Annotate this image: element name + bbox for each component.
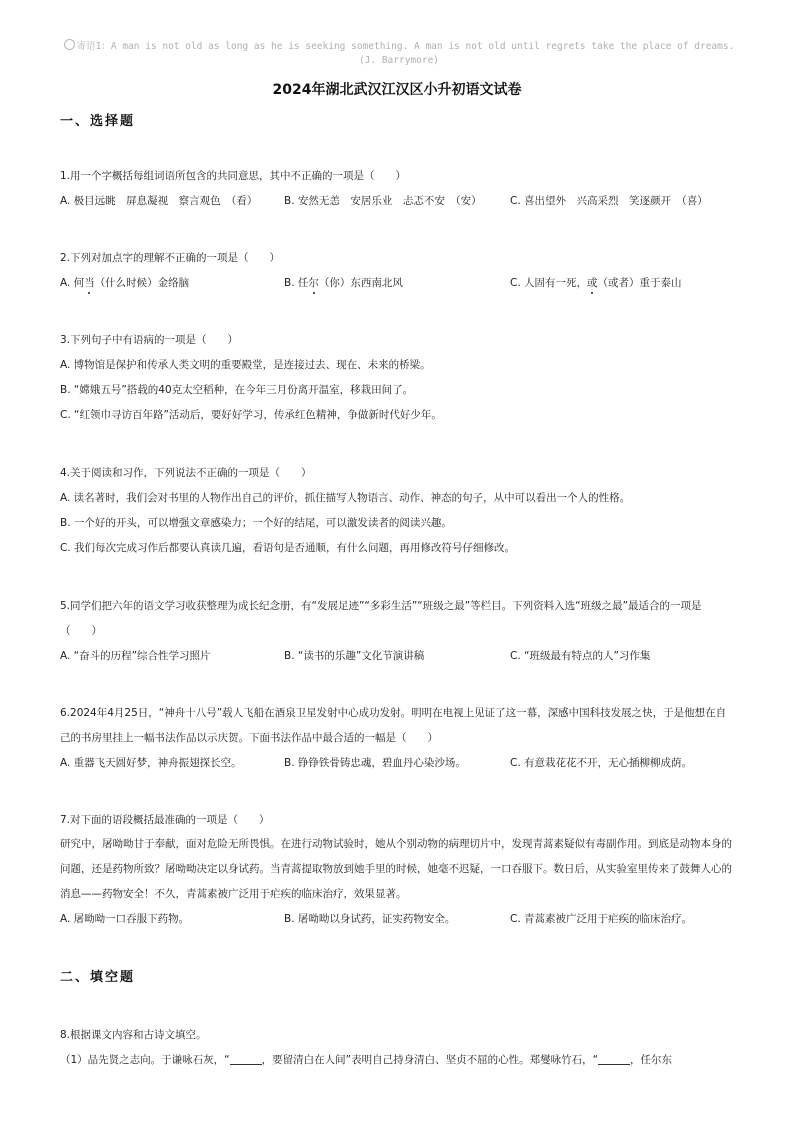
header-quote — [40, 39, 758, 68]
answer-blank[interactable] — [230, 1054, 262, 1065]
question-2-option-c: C. 人固有一死，或（或者）重于泰山 — [510, 277, 682, 289]
emphasis-dot-char: 当 — [84, 277, 95, 289]
question-7-passage: 研究中，屠呦呦甘于奉献，面对危险无所畏惧。在进行动物试验时，她从个别动物的病理切片中，发现青蒿素疑似有毒副作用。到底是动物本身的问题，还是药物所致？屠呦呦决定以身试药。当青蒿提取物放到她手里的时候，她毫不迟疑，一口吞服下。数日后，从实验室里传来了鼓舞人心的消息——药物安全！不久，青蒿素被广泛用于疟疾的临床治疗，效果显著。 — [60, 838, 732, 900]
question-7-options — [60, 912, 736, 926]
question-1-option-b: B. 安然无恙 安居乐业 忐忑不安 （安） — [284, 195, 482, 207]
section-heading-choice: 一、选择题 — [60, 114, 136, 129]
question-5-options — [60, 649, 736, 663]
question-1-option-c: C. 喜出望外 兴高采烈 笑逐颜开 （喜） — [510, 195, 708, 207]
question-6-stem: 6.2024年4月25日，“神舟十八号”载人飞船在酒泉卫星发射中心成功发射。明明在电视上见证了这一幕，深感中国科技发展之快，于是他想在自己的书房里挂上一幅书法作品以示庆贺。下面书法作品中最合适的一幅是（ ） — [60, 707, 727, 744]
question-7-option-a: A. 屠呦呦一口吞服下药物。 — [60, 913, 190, 925]
question-7-option-c: C. 青蒿素被广泛用于疟疾的临床治疗。 — [510, 913, 693, 925]
question-1-options — [60, 194, 736, 208]
question-2 — [60, 251, 736, 290]
question-1-option-a: A. 极目远眺 屏息凝视 察言观色 （看） — [60, 195, 258, 207]
question-4-option-b: B. 一个好的开头，可以增强文章感染力；一个好的结尾，可以激发读者的阅读兴趣。 — [60, 517, 452, 529]
page-title: 2024年湖北武汉江汉区小升初语文试卷 — [272, 82, 522, 98]
question-2-options — [60, 276, 736, 290]
question-6-option-a: A. 重器飞天圆好梦，神舟振翅探长空。 — [60, 757, 242, 769]
header-quote-text: 寄语1：A man is not old as long as he is seeking something. A man is not old until regrets take the place of dreams. — [76, 41, 735, 52]
question-7-stem: 7.对下面的语段概括最准确的一项是（ ） — [60, 814, 270, 826]
question-5-option-b: B. “读书的乐趣”文化节演讲稿 — [284, 650, 425, 662]
emphasis-dot-char: 或 — [587, 277, 598, 289]
question-5 — [60, 594, 736, 663]
question-3 — [60, 333, 736, 422]
emphasis-dot-char: 尔 — [308, 277, 319, 289]
question-1 — [60, 169, 736, 208]
question-5-stem: 5.同学们把六年的语文学习收获整理为成长纪念册，有“发展足迹”“多彩生活”“班级之最”等栏目。下列资料入选“班级之最”最适合的一项是（ ） — [60, 600, 702, 637]
question-2-stem: 2.下列对加点字的理解不正确的一项是（ ） — [60, 252, 281, 264]
question-3-option-a: A. 博物馆是保护和传承人类文明的重要殿堂，是连接过去、现在、未来的桥梁。 — [60, 359, 431, 371]
question-6-option-b: B. 铮铮铁骨铸忠魂，碧血丹心染沙场。 — [284, 757, 466, 769]
question-5-option-a: A. “奋斗的历程”综合性学习照片 — [60, 650, 211, 662]
question-1-stem: 1.用一个字概括每组词语所包含的共同意思，其中不正确的一项是（ ） — [60, 170, 407, 182]
question-5-option-c: C. “班级最有特点的人”习作集 — [510, 650, 651, 662]
question-6 — [60, 701, 736, 770]
question-4-stem: 4.关于阅读和习作，下列说法不正确的一项是（ ） — [60, 467, 312, 479]
question-6-option-c: C. 有意栽花花不开，无心插柳柳成荫。 — [510, 757, 693, 769]
question-7 — [60, 813, 736, 926]
question-4-option-c: C. 我们每次完成习作后都要认真读几遍，看语句是否通顺，有什么问题，再用修改符号仔细修改。 — [60, 542, 516, 554]
answer-blank[interactable] — [598, 1054, 630, 1065]
question-3-stem: 3.下列句子中有语病的一项是（ ） — [60, 334, 239, 346]
header-quote-author: (J. Barrymore) — [358, 55, 440, 66]
question-6-options — [60, 756, 736, 770]
smile-icon — [64, 39, 75, 50]
question-3-option-b: B. “嫦娥五号”搭载的40克太空稻种，在今年三月份离开温室，移栽田间了。 — [60, 384, 414, 396]
question-3-option-c: C. “红领巾寻访百年路”活动后，要好好学习，传承红色精神，争做新时代好少年。 — [60, 409, 442, 421]
question-8-stem: 8.根据课文内容和古诗文填空。 — [60, 1029, 207, 1041]
question-7-option-b: B. 屠呦呦以身试药，证实药物安全。 — [284, 913, 456, 925]
question-4 — [60, 466, 736, 555]
question-4-option-a: A. 读名著时，我们会对书里的人物作出自己的评价，抓住描写人物语言、动作、神态的句子，从中可以看出一个人的性格。 — [60, 492, 631, 504]
question-2-option-a: A. 何当（什么时候）金络脑 — [60, 277, 190, 289]
question-8-line-1: （1）品先贤之志向。于谦咏石灰，“ ，要留清白在人间”表明自己持身清白、坚贞不屈的心性。郑燮咏竹石，“ ，任尔东 — [60, 1054, 673, 1066]
question-2-option-b: B. 任尔（你）东西南北风 — [284, 277, 403, 289]
question-8 — [60, 1028, 736, 1067]
section-heading-fill: 二、填空题 — [60, 970, 136, 985]
